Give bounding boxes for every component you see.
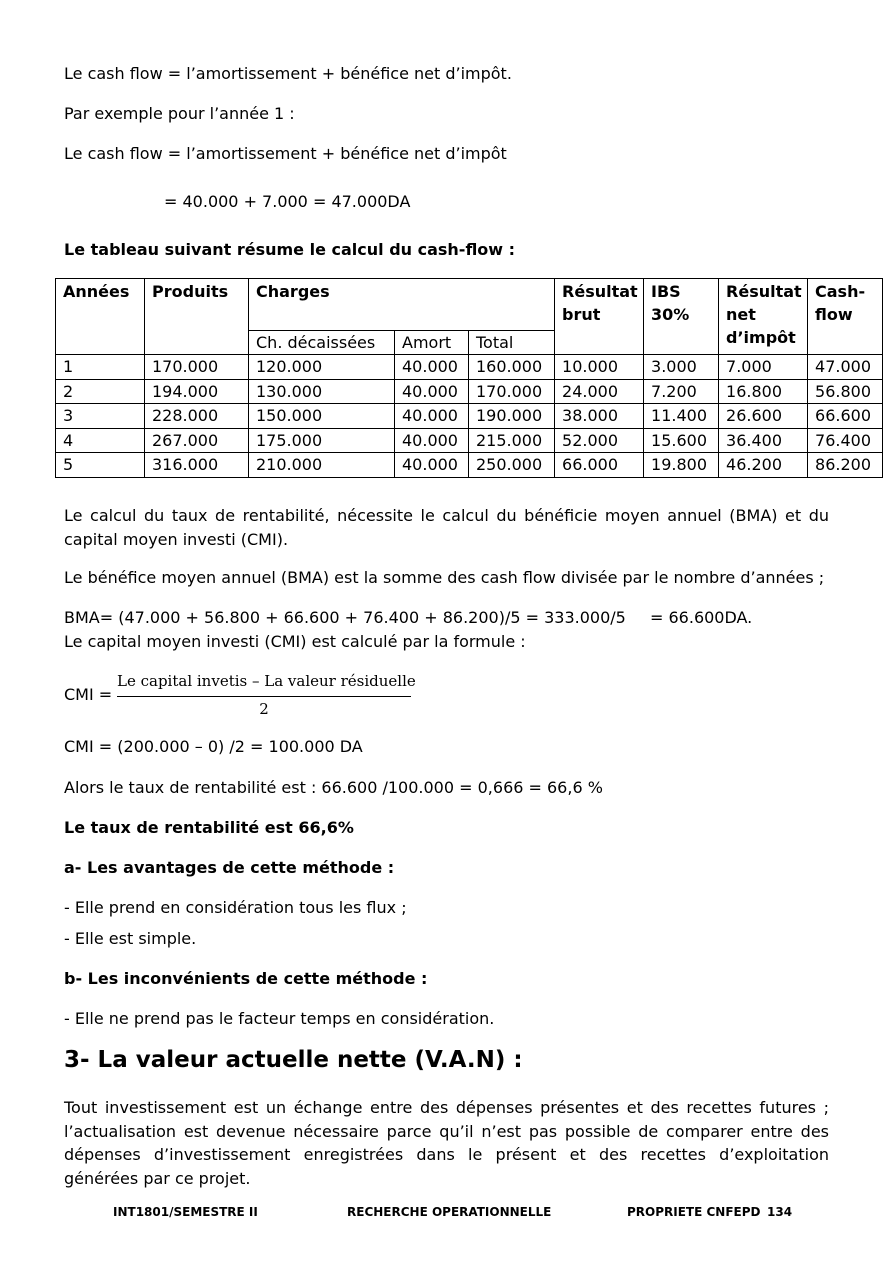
table-row xyxy=(56,404,883,429)
cell-produits: 228.000 xyxy=(145,404,249,429)
cell-cash-flow: 47.000 xyxy=(808,355,883,380)
cell-annee: 2 xyxy=(56,379,145,404)
cell-total: 250.000 xyxy=(469,453,555,478)
cell-resultat-net: 16.800 xyxy=(719,379,808,404)
disadvantages-heading: b- Les inconvénients de cette méthode : xyxy=(64,969,428,988)
cell-ibs: 15.600 xyxy=(644,428,719,453)
header-charges: Charges xyxy=(249,279,555,331)
section-heading: 3- La valeur actuelle nette (V.A.N) : xyxy=(64,1047,523,1073)
cell-ch-decaissees: 130.000 xyxy=(249,379,395,404)
cell-ch-decaissees: 120.000 xyxy=(249,355,395,380)
cell-amort: 40.000 xyxy=(395,355,469,380)
cell-cash-flow: 86.200 xyxy=(808,453,883,478)
cell-resultat-brut: 38.000 xyxy=(555,404,644,429)
header-produits: Produits xyxy=(145,279,249,355)
advantage-item: - Elle est simple. xyxy=(64,929,197,948)
header-resultat-net: Résultat net d’impôt xyxy=(719,279,808,355)
cell-resultat-brut: 24.000 xyxy=(555,379,644,404)
cell-annee: 5 xyxy=(56,453,145,478)
cmi-denominator: 2 xyxy=(259,700,269,718)
cell-ibs: 11.400 xyxy=(644,404,719,429)
cmi-intro: Le capital moyen investi (CMI) est calculé par la formule : xyxy=(64,632,526,651)
cash-flow-definition: Le cash flow = l’amortissement + bénéfice net d’impôt. xyxy=(64,64,512,83)
advantages-heading: a- Les avantages de cette méthode : xyxy=(64,858,395,877)
cell-produits: 267.000 xyxy=(145,428,249,453)
footer-owner: PROPRIETE CNFEPD xyxy=(627,1205,761,1219)
table-row xyxy=(56,355,883,380)
van-paragraph: Tout investissement est un échange entre des dépenses présentes et des recettes futures ; l’actualisation est devenue nécessaire parce qu’il n’est pas possible de comparer entre des dépenses d’investissement enregistrées dans le présent et des recettes d’exploitation générées par ce projet. xyxy=(64,1098,829,1188)
cell-ibs: 19.800 xyxy=(644,453,719,478)
cell-total: 170.000 xyxy=(469,379,555,404)
rentability-paragraph: Le calcul du taux de rentabilité, nécessite le calcul du bénéficie moyen annuel (BMA) et du capital moyen investi (CMI). xyxy=(64,506,829,549)
cmi-numerator: Le capital invetis – La valeur résiduelle xyxy=(117,672,416,690)
example-intro: Par exemple pour l’année 1 : xyxy=(64,104,295,123)
rentability-calculation: Alors le taux de rentabilité est : 66.600 /100.000 = 0,666 = 66,6 % xyxy=(64,778,603,797)
cell-total: 215.000 xyxy=(469,428,555,453)
cmi-label: CMI = xyxy=(64,685,113,704)
cell-resultat-net: 7.000 xyxy=(719,355,808,380)
cell-amort: 40.000 xyxy=(395,379,469,404)
header-total: Total xyxy=(469,331,555,355)
cell-cash-flow: 56.800 xyxy=(808,379,883,404)
cell-resultat-brut: 10.000 xyxy=(555,355,644,380)
header-cash-flow: Cash-flow xyxy=(808,279,883,355)
header-ch-decaissees: Ch. décaissées xyxy=(249,331,395,355)
bma-formula: BMA= (47.000 + 56.800 + 66.600 + 76.400 + 86.200)/5 = 333.000/5 xyxy=(64,608,626,627)
cell-annee: 4 xyxy=(56,428,145,453)
header-amort: Amort xyxy=(395,331,469,355)
cell-annee: 1 xyxy=(56,355,145,380)
cell-cash-flow: 66.600 xyxy=(808,404,883,429)
cell-resultat-brut: 52.000 xyxy=(555,428,644,453)
footer-course-title: RECHERCHE OPERATIONNELLE xyxy=(347,1205,552,1219)
cell-cash-flow: 76.400 xyxy=(808,428,883,453)
cell-total: 160.000 xyxy=(469,355,555,380)
header-resultat-brut: Résultat brut xyxy=(555,279,644,355)
bma-definition: Le bénéfice moyen annuel (BMA) est la somme des cash flow divisée par le nombre d’années ; xyxy=(64,568,825,587)
cell-resultat-net: 26.600 xyxy=(719,404,808,429)
table-row xyxy=(56,379,883,404)
cell-produits: 170.000 xyxy=(145,355,249,380)
cell-total: 190.000 xyxy=(469,404,555,429)
table-row xyxy=(56,428,883,453)
rentability-result: Le taux de rentabilité est 66,6% xyxy=(64,818,354,837)
cell-ch-decaissees: 175.000 xyxy=(249,428,395,453)
header-ibs: IBS 30% xyxy=(644,279,719,355)
cash-flow-table xyxy=(55,278,883,478)
cell-resultat-net: 46.200 xyxy=(719,453,808,478)
table-row xyxy=(56,453,883,478)
disadvantage-item: - Elle ne prend pas le facteur temps en considération. xyxy=(64,1009,495,1028)
cmi-calculation: CMI = (200.000 – 0) /2 = 100.000 DA xyxy=(64,737,363,756)
cell-resultat-brut: 66.000 xyxy=(555,453,644,478)
cell-annee: 3 xyxy=(56,404,145,429)
page-number: 134 xyxy=(767,1205,793,1219)
fraction-bar xyxy=(117,696,411,697)
cash-flow-formula: Le cash flow = l’amortissement + bénéfice net d’impôt xyxy=(64,144,507,163)
header-annees: Années xyxy=(56,279,145,355)
cell-produits: 316.000 xyxy=(145,453,249,478)
cell-amort: 40.000 xyxy=(395,404,469,429)
cell-resultat-net: 36.400 xyxy=(719,428,808,453)
table-body xyxy=(56,355,883,478)
bma-result: = 66.600DA. xyxy=(650,608,753,627)
cash-flow-calculation: = 40.000 + 7.000 = 47.000DA xyxy=(164,192,411,211)
cell-produits: 194.000 xyxy=(145,379,249,404)
footer-course-code: INT1801/SEMESTRE II xyxy=(113,1205,258,1219)
cell-ibs: 3.000 xyxy=(644,355,719,380)
cell-ibs: 7.200 xyxy=(644,379,719,404)
cell-ch-decaissees: 210.000 xyxy=(249,453,395,478)
cell-ch-decaissees: 150.000 xyxy=(249,404,395,429)
advantage-item: - Elle prend en considération tous les flux ; xyxy=(64,898,407,917)
cell-amort: 40.000 xyxy=(395,428,469,453)
table-title: Le tableau suivant résume le calcul du cash-flow : xyxy=(64,240,516,259)
cell-amort: 40.000 xyxy=(395,453,469,478)
